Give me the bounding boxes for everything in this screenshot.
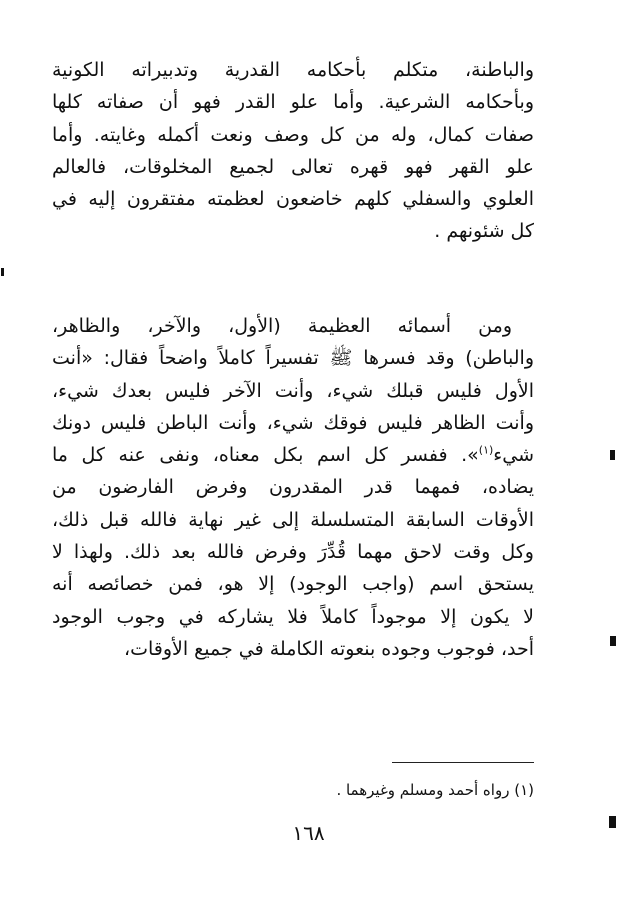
paragraph-1 [52, 54, 534, 248]
text-fragment: شيء [493, 444, 534, 467]
text-line: الأول فليس قبلك شيء، وأنت الآخر فليس بعدك شيء، [52, 379, 534, 402]
text-line: وأنت الظاهر فليس فوقك شيء، وأنت الباطن فليس دونك [52, 411, 534, 434]
scan-edge-mark [610, 450, 615, 460]
scan-edge-mark [1, 268, 4, 276]
footnote-divider [392, 762, 534, 763]
text-line: العلوي والسفلي كلهم خاضعون لعظمته مفتقرون إليه في [52, 188, 534, 211]
paragraph-2 [52, 310, 534, 665]
footnote-reference[interactable]: (١) [478, 443, 494, 457]
quote-close: ». [461, 444, 479, 467]
footnote: (١) رواه أحمد ومسلم وغيرهما . [336, 781, 534, 799]
text-fragment: ففسر كل اسم بكل معناه، ونفى عنه كل ما [52, 444, 448, 467]
text-line-with-footnote [52, 439, 534, 471]
text-line: الأوقات السابقة المتسلسلة إلى غير نهاية فالله قبل ذلك، [52, 508, 534, 531]
text-line: علو القهر فهو قهره تعالى لجميع المخلوقات، فالعالم [52, 155, 534, 178]
text-line: وكل وقت لاحق مهما قُدِّرَ وفرض فالله بعد ذلك. ولهذا لا [52, 541, 534, 564]
text-line: والباطن) وقد فسرها ﷺ تفسيراً كاملاً واضحاً فقال: «أنت [52, 347, 534, 370]
text-line: صفات كمال، وله من كل وصف ونعت أكمله وغايته. وأما [52, 123, 534, 146]
text-line: ومن أسمائه العظيمة (الأول، والآخر، والظاهر، [52, 315, 512, 337]
scan-edge-mark [610, 636, 616, 646]
text-line: يستحق اسم (واجب الوجود) إلا هو، فمن خصائصه أنه [52, 573, 534, 596]
text-line: والباطنة، متكلم بأحكامه القدرية وتدبيراته الكونية [52, 59, 534, 81]
scan-edge-mark [609, 816, 616, 828]
text-line: يضاده، فمهما قدر المقدرون وفرض الفارضون من [52, 476, 534, 499]
text-line: كل شئونهم . [434, 220, 534, 243]
text-line: أحد، فوجوب وجوده بنعوته الكاملة في جميع الأوقات، [123, 637, 534, 660]
page-number: ١٦٨ [292, 821, 325, 845]
text-line: لا يكون إلا موجوداً كاملاً فلا يشاركه في وجوب الوجود [52, 605, 534, 628]
text-line: وبأحكامه الشرعية. وأما علو القدر فهو أن صفاته كلها [52, 91, 534, 114]
